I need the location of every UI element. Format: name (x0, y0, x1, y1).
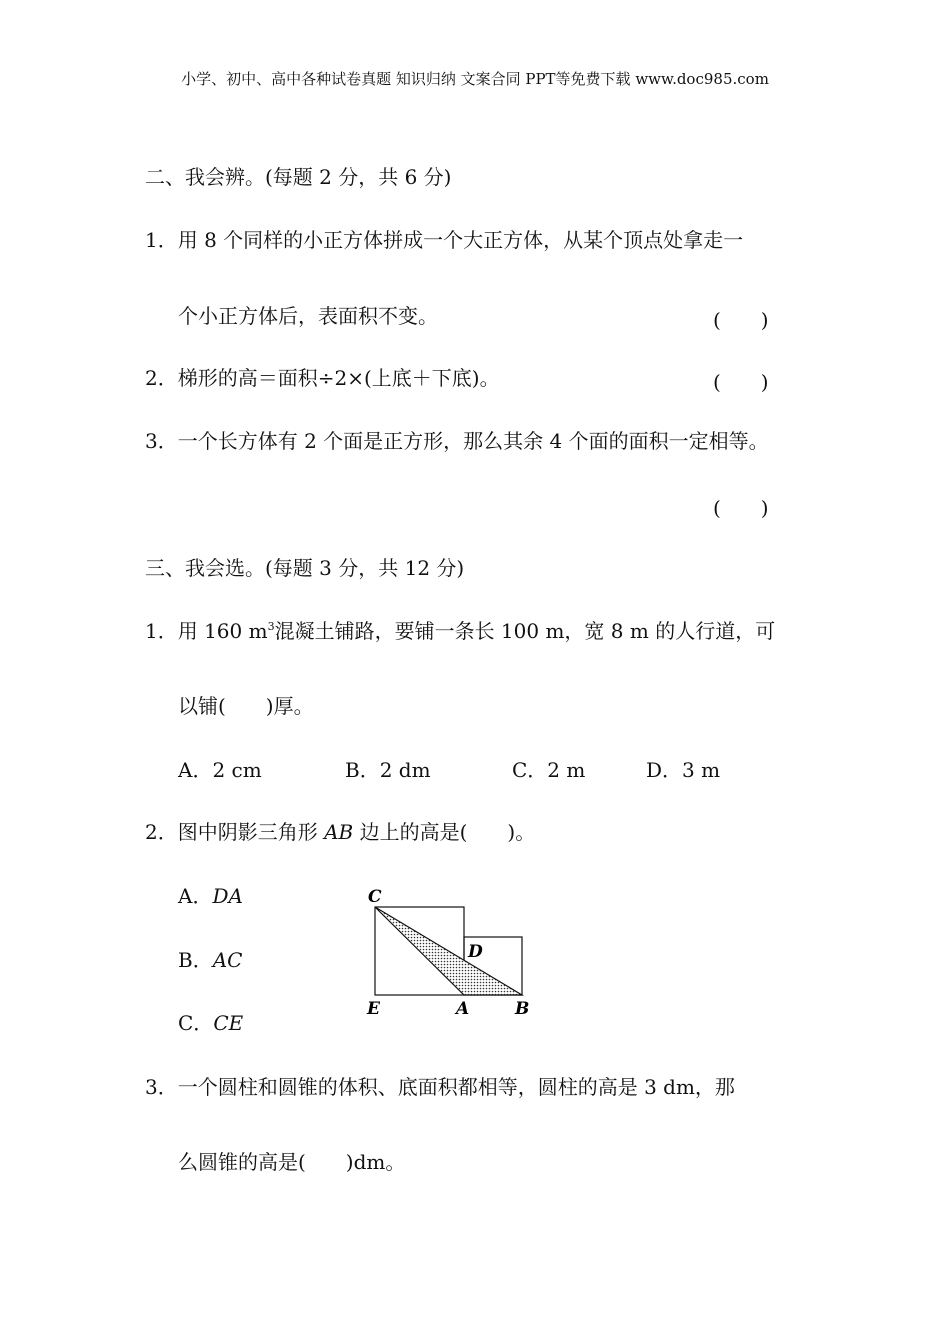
section-3-title: 三、我会选。(每题 3 分，共 12 分) (145, 556, 465, 580)
s2-q3-answer-paren[interactable]: ( ) (713, 496, 769, 520)
s3-q2-option-b[interactable] (178, 946, 242, 974)
s3-q2-option-b-prefix: B． (178, 948, 213, 972)
s3-q2-option-b-value: AC (212, 948, 243, 972)
s3-q2-ab: AB (324, 820, 354, 844)
label-b: B (515, 999, 530, 1019)
label-d: D (468, 942, 483, 962)
s3-q1-superscript: 3 (267, 620, 275, 633)
s3-q2-option-c-value: CE (213, 1011, 244, 1035)
s2-q1-answer-paren[interactable]: ( ) (713, 308, 769, 332)
s3-q1-option-a[interactable]: A．2 cm (178, 758, 262, 782)
label-c: C (368, 887, 382, 907)
label-a: A (456, 999, 470, 1019)
geometry-figure (362, 882, 542, 1022)
s3-q2-suffix: 边上的高是( )。 (353, 820, 536, 844)
s3-q2-option-a[interactable] (178, 882, 243, 910)
s3-q1-option-c[interactable]: C．2 m (512, 758, 586, 782)
label-e: E (367, 999, 380, 1019)
page-header: 小学、初中、高中各种试卷真题 知识归纳 文案合同 PPT等免费下载 www.doc985.com (181, 70, 769, 88)
s3-q2-option-a-prefix: A． (178, 884, 213, 908)
s3-q1-option-b[interactable]: B．2 dm (345, 758, 431, 782)
s3-q1-text-b: 混凝土铺路，要铺一条长 100 m，宽 8 m 的人行道，可 (274, 619, 776, 643)
s3-q2-option-c[interactable] (178, 1009, 243, 1037)
s3-q1-option-d[interactable]: D．3 m (646, 758, 721, 782)
s2-q3: 3．一个长方体有 2 个面是正方形，那么其余 4 个面的面积一定相等。 (145, 429, 769, 453)
s2-q2: 2．梯形的高＝面积÷2×(上底＋下底)。 (145, 366, 500, 390)
section-2-title: 二、我会辨。(每题 2 分，共 6 分) (145, 165, 452, 189)
s2-q1-line1: 1．用 8 个同样的小正方体拼成一个大正方体，从某个顶点处拿走一 (145, 228, 744, 252)
s3-q2-stem (145, 818, 535, 846)
s3-q1-text-a: 1．用 160 m (145, 619, 268, 643)
s3-q1-line2: 以铺( )厚。 (178, 694, 314, 718)
s3-q3-line2: 么圆锥的高是( )dm。 (178, 1150, 406, 1174)
s3-q3-line1: 3．一个圆柱和圆锥的体积、底面积都相等，圆柱的高是 3 dm，那 (145, 1075, 735, 1099)
shaded-triangle (375, 907, 522, 995)
s3-q2-option-a-value: DA (212, 884, 243, 908)
s3-q1-line1 (145, 617, 775, 645)
s2-q2-answer-paren[interactable]: ( ) (713, 370, 769, 394)
s2-q1-line2: 个小正方体后，表面积不变。 (178, 304, 438, 328)
s3-q2-prefix: 2．图中阴影三角形 (145, 820, 325, 844)
s3-q2-option-c-prefix: C． (178, 1011, 214, 1035)
